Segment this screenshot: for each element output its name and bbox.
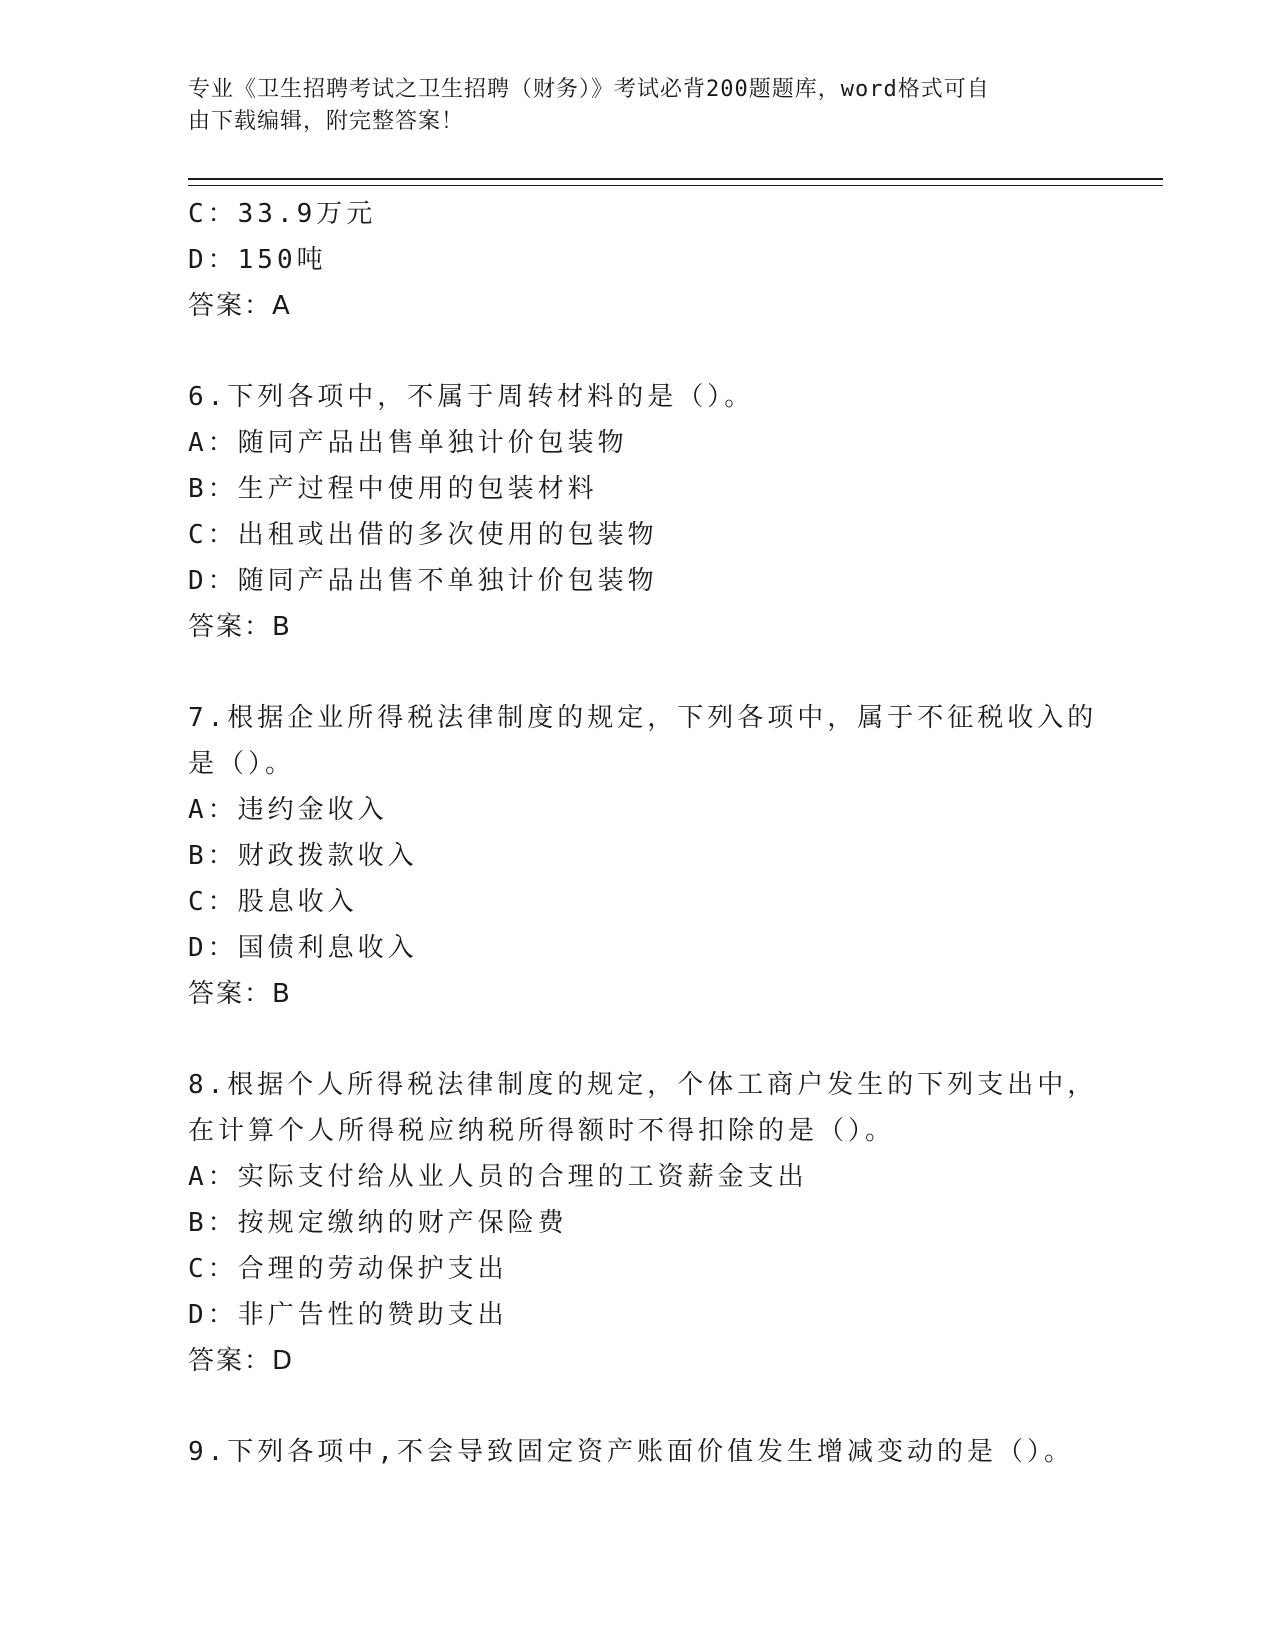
spacer (188, 1017, 1088, 1062)
option-b: B：按规定缴纳的财产保险费 (188, 1208, 568, 1238)
option-c: C：合理的劳动保护支出 (188, 1254, 508, 1284)
answer-line: 答案：B (188, 979, 292, 1009)
answer-line: 答案：A (188, 291, 292, 321)
question-5-tail (188, 191, 1088, 329)
option-d: D：非广告性的赞助支出 (188, 1300, 508, 1330)
question-9 (188, 1429, 1088, 1475)
document-header (188, 74, 1068, 138)
option-a: A：实际支付给从业人员的合理的工资薪金支出 (188, 1162, 808, 1192)
question-6 (188, 374, 1088, 650)
question-text: 6.下列各项中，不属于周转材料的是（）。 (188, 382, 755, 412)
option-d: D：国债利息收入 (188, 933, 418, 963)
spacer (188, 1384, 1088, 1429)
option-d: D：150吨 (188, 245, 327, 275)
option-b: B：生产过程中使用的包装材料 (188, 474, 598, 504)
question-7 (188, 695, 1098, 1017)
option-c: C：出租或出借的多次使用的包装物 (188, 520, 658, 550)
question-text-line-2: 在计算个人所得税应纳税所得额时不得扣除的是（）。 (188, 1116, 896, 1146)
spacer (188, 650, 1088, 695)
question-text-line-1: 7.根据企业所得税法律制度的规定，下列各项中，属于不征税收入的 (188, 703, 1098, 733)
spacer (188, 329, 1088, 374)
option-c: C：33.9万元 (188, 199, 377, 229)
option-b: B：财政拨款收入 (188, 841, 418, 871)
option-a: A：随同产品出售单独计价包装物 (188, 428, 628, 458)
question-8 (188, 1062, 1098, 1384)
option-a: A：违约金收入 (188, 795, 388, 825)
question-text-line-2: 是（）。 (188, 749, 296, 779)
answer-line: 答案：B (188, 612, 292, 642)
question-content (188, 191, 1098, 1475)
question-text: 9.下列各项中,不会导致固定资产账面价值发生增减变动的是（）。 (188, 1437, 1074, 1467)
header-divider (188, 178, 1163, 186)
question-text-line-1: 8.根据个人所得税法律制度的规定，个体工商户发生的下列支出中， (188, 1070, 1098, 1100)
answer-line: 答案：D (188, 1346, 295, 1376)
option-d: D：随同产品出售不单独计价包装物 (188, 566, 658, 596)
header-line-2: 由下载编辑，附完整答案！ (188, 109, 465, 134)
header-line-1: 专业《卫生招聘考试之卫生招聘（财务）》考试必背200题题库，word格式可自 (188, 77, 990, 102)
option-c: C：股息收入 (188, 887, 358, 917)
